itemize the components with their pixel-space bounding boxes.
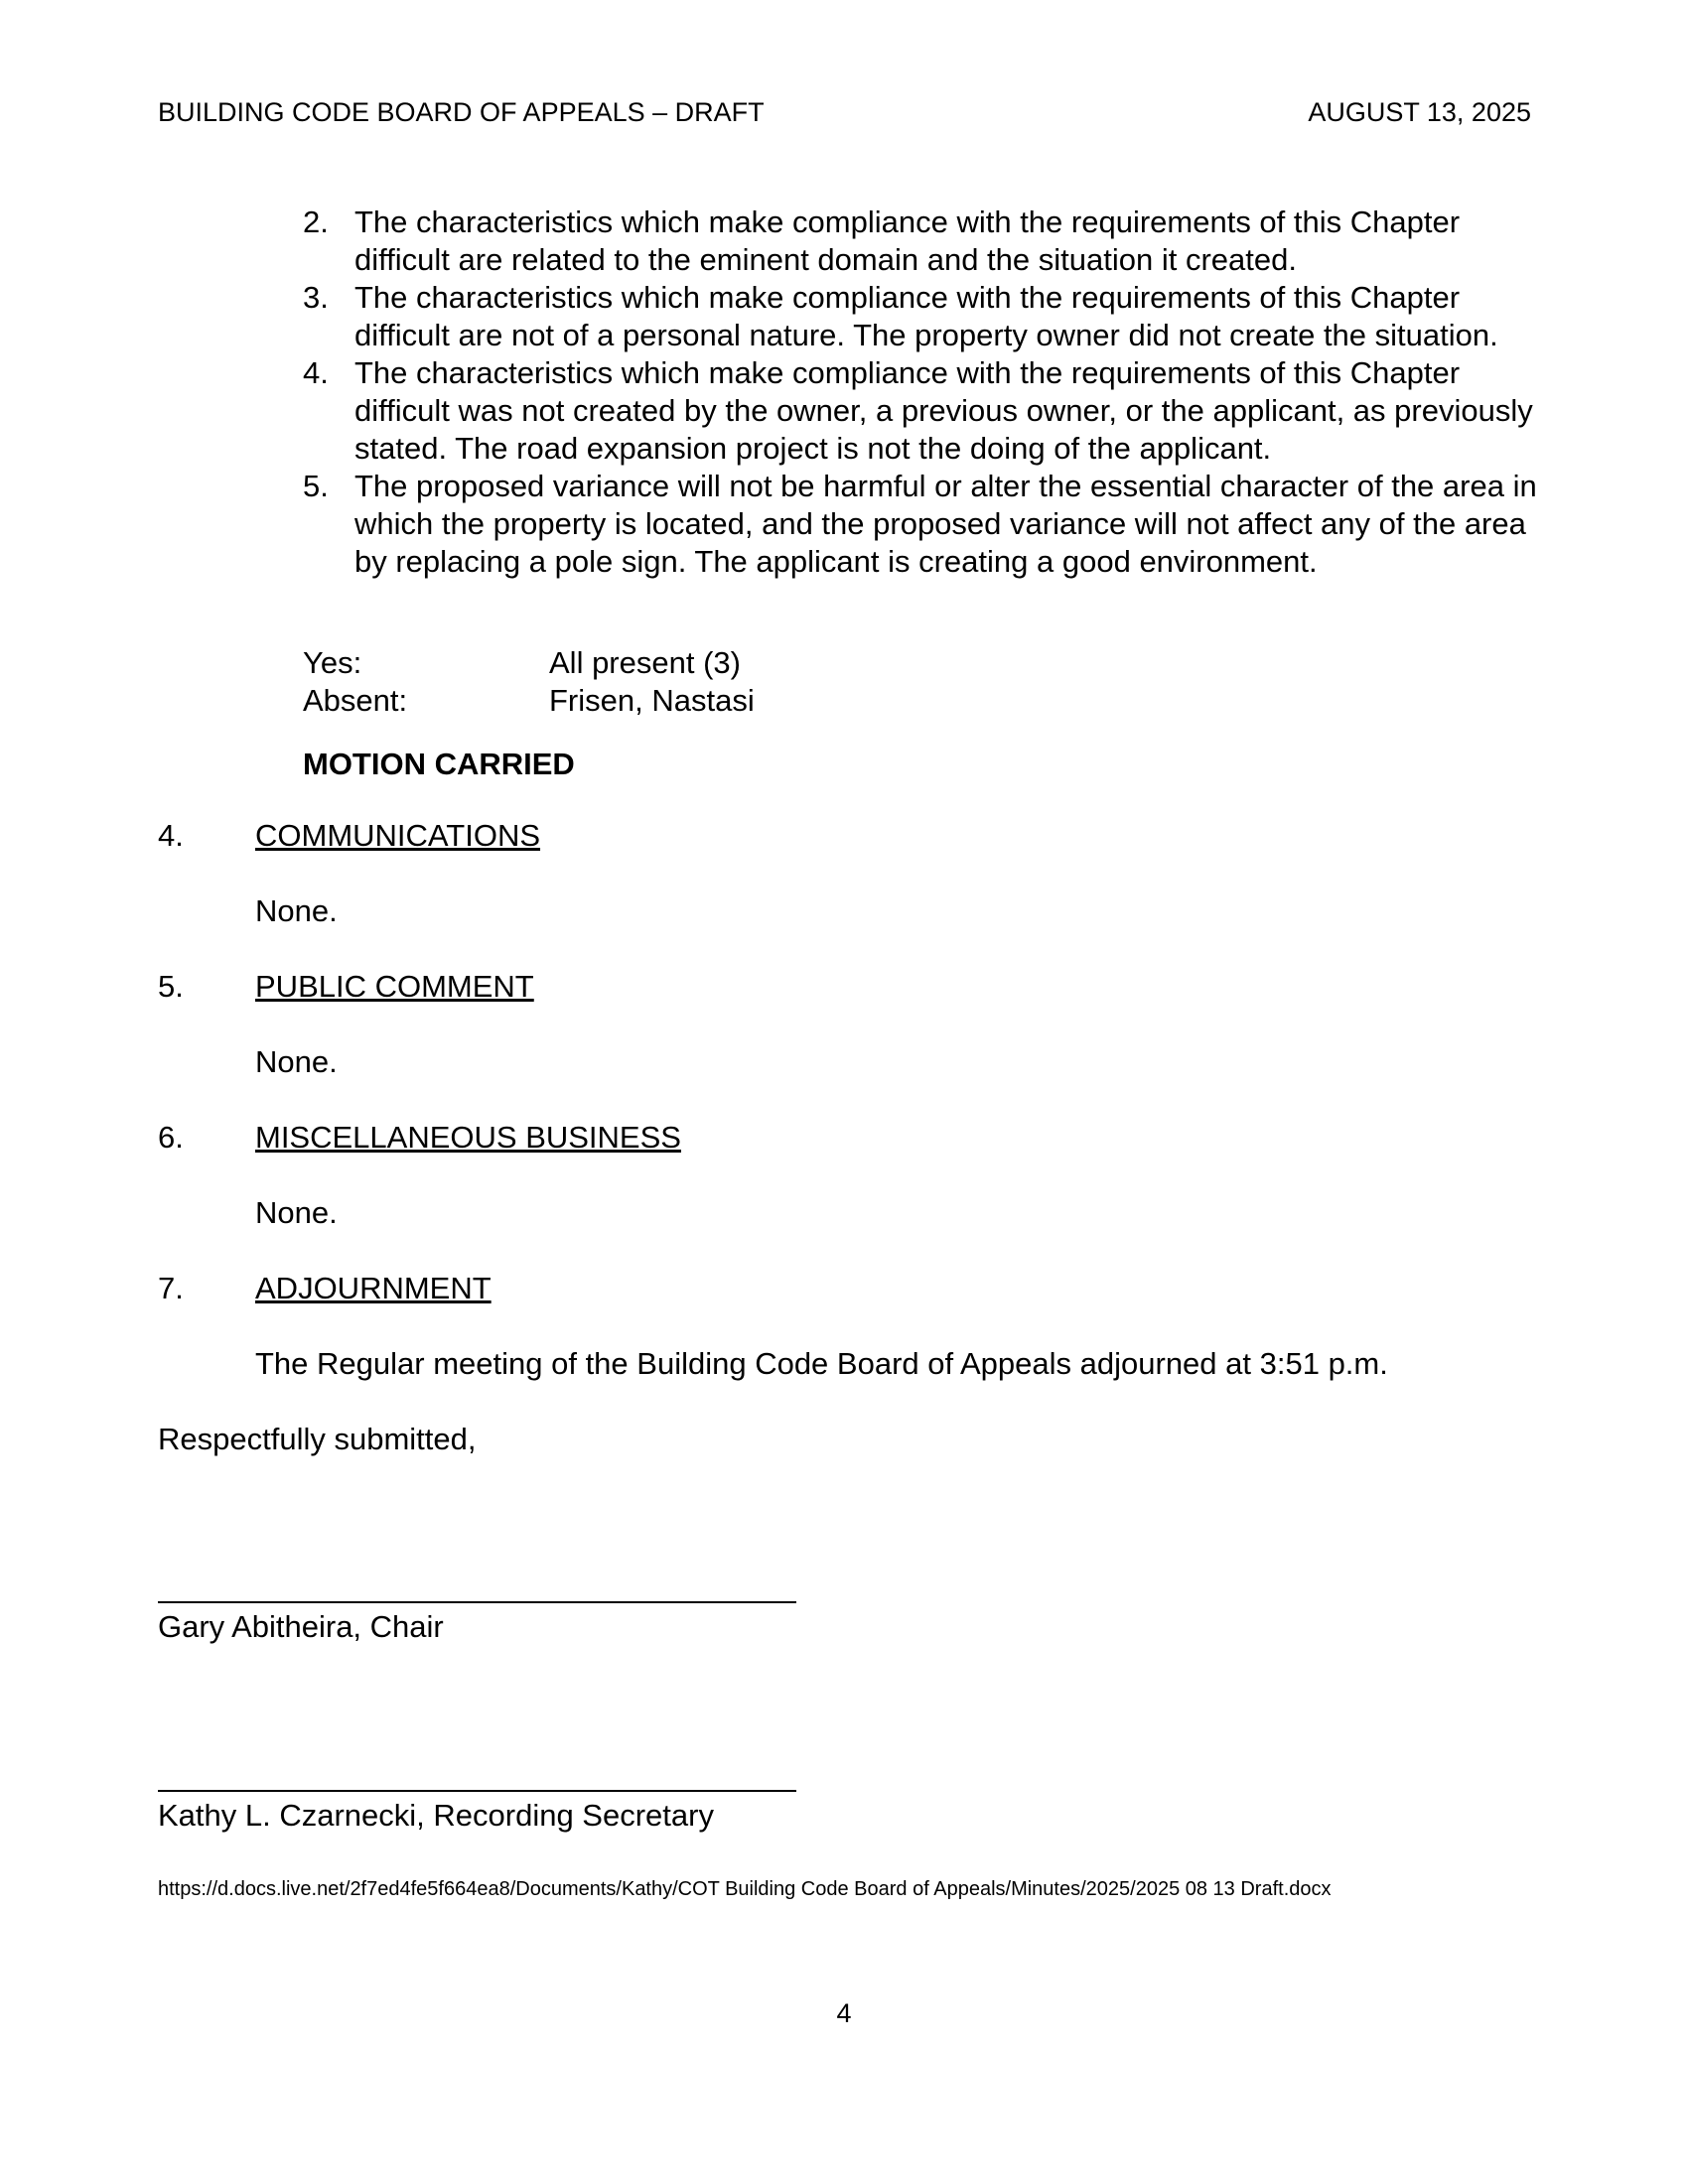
signature-name: Gary Abitheira, Chair bbox=[158, 1609, 444, 1644]
section-number: 6. bbox=[158, 1120, 184, 1155]
vote-absent-label: Absent: bbox=[303, 683, 408, 718]
finding-item bbox=[303, 468, 1554, 581]
section-title: PUBLIC COMMENT bbox=[255, 969, 534, 1004]
page-number: 4 bbox=[836, 1998, 852, 2028]
finding-text: The characteristics which make compliance with the requirements of this Chapter difficult are related to the eminent domain and the situation it created. bbox=[354, 205, 1461, 277]
finding-number: 4. bbox=[303, 355, 329, 390]
finding-number: 2. bbox=[303, 205, 329, 239]
section-body: None. bbox=[255, 1044, 338, 1079]
section-number: 4. bbox=[158, 818, 184, 853]
vote-absent-value: Frisen, Nastasi bbox=[549, 683, 755, 718]
finding-item bbox=[303, 279, 1554, 354]
header-date: AUGUST 13, 2025 bbox=[1308, 97, 1531, 127]
section-body: None. bbox=[255, 1195, 338, 1230]
findings-list bbox=[303, 204, 1554, 581]
signature-line bbox=[158, 1790, 796, 1792]
header-title: BUILDING CODE BOARD OF APPEALS – DRAFT bbox=[158, 97, 765, 127]
section-title: MISCELLANEOUS BUSINESS bbox=[255, 1120, 681, 1155]
section-title: ADJOURNMENT bbox=[255, 1271, 492, 1305]
vote-yes-label: Yes: bbox=[303, 645, 362, 680]
finding-item bbox=[303, 204, 1554, 279]
section-title: COMMUNICATIONS bbox=[255, 818, 541, 853]
file-path: https://d.docs.live.net/2f7ed4fe5f664ea8/Documents/Kathy/COT Building Code Board of Appeals/Minutes/2025/2025 08 13 Draft.docx bbox=[158, 1878, 1332, 1900]
section-number: 5. bbox=[158, 969, 184, 1004]
section-body: The Regular meeting of the Building Code Board of Appeals adjourned at 3:51 p.m. bbox=[255, 1346, 1388, 1381]
finding-item bbox=[303, 354, 1554, 468]
finding-text: The characteristics which make compliance with the requirements of this Chapter difficult are not of a personal nature. The property owner did not create the situation. bbox=[354, 280, 1498, 352]
motion-result: MOTION CARRIED bbox=[303, 747, 575, 781]
section-number: 7. bbox=[158, 1271, 184, 1305]
finding-text: The characteristics which make compliance with the requirements of this Chapter difficult was not created by the owner, a previous owner, or the applicant, as previously stated. The road expansion project is not the doing of the applicant. bbox=[354, 355, 1533, 466]
finding-text: The proposed variance will not be harmful or alter the essential character of the area in which the property is located, and the proposed variance will not affect any of the area by replacing a pole sign. The applicant is creating a good environment. bbox=[354, 469, 1537, 579]
signature-line bbox=[158, 1601, 796, 1603]
signature-name: Kathy L. Czarnecki, Recording Secretary bbox=[158, 1798, 714, 1833]
closing-text: Respectfully submitted, bbox=[158, 1422, 477, 1456]
section-body: None. bbox=[255, 893, 338, 928]
finding-number: 5. bbox=[303, 469, 329, 503]
vote-yes-value: All present (3) bbox=[549, 645, 741, 680]
finding-number: 3. bbox=[303, 280, 329, 315]
